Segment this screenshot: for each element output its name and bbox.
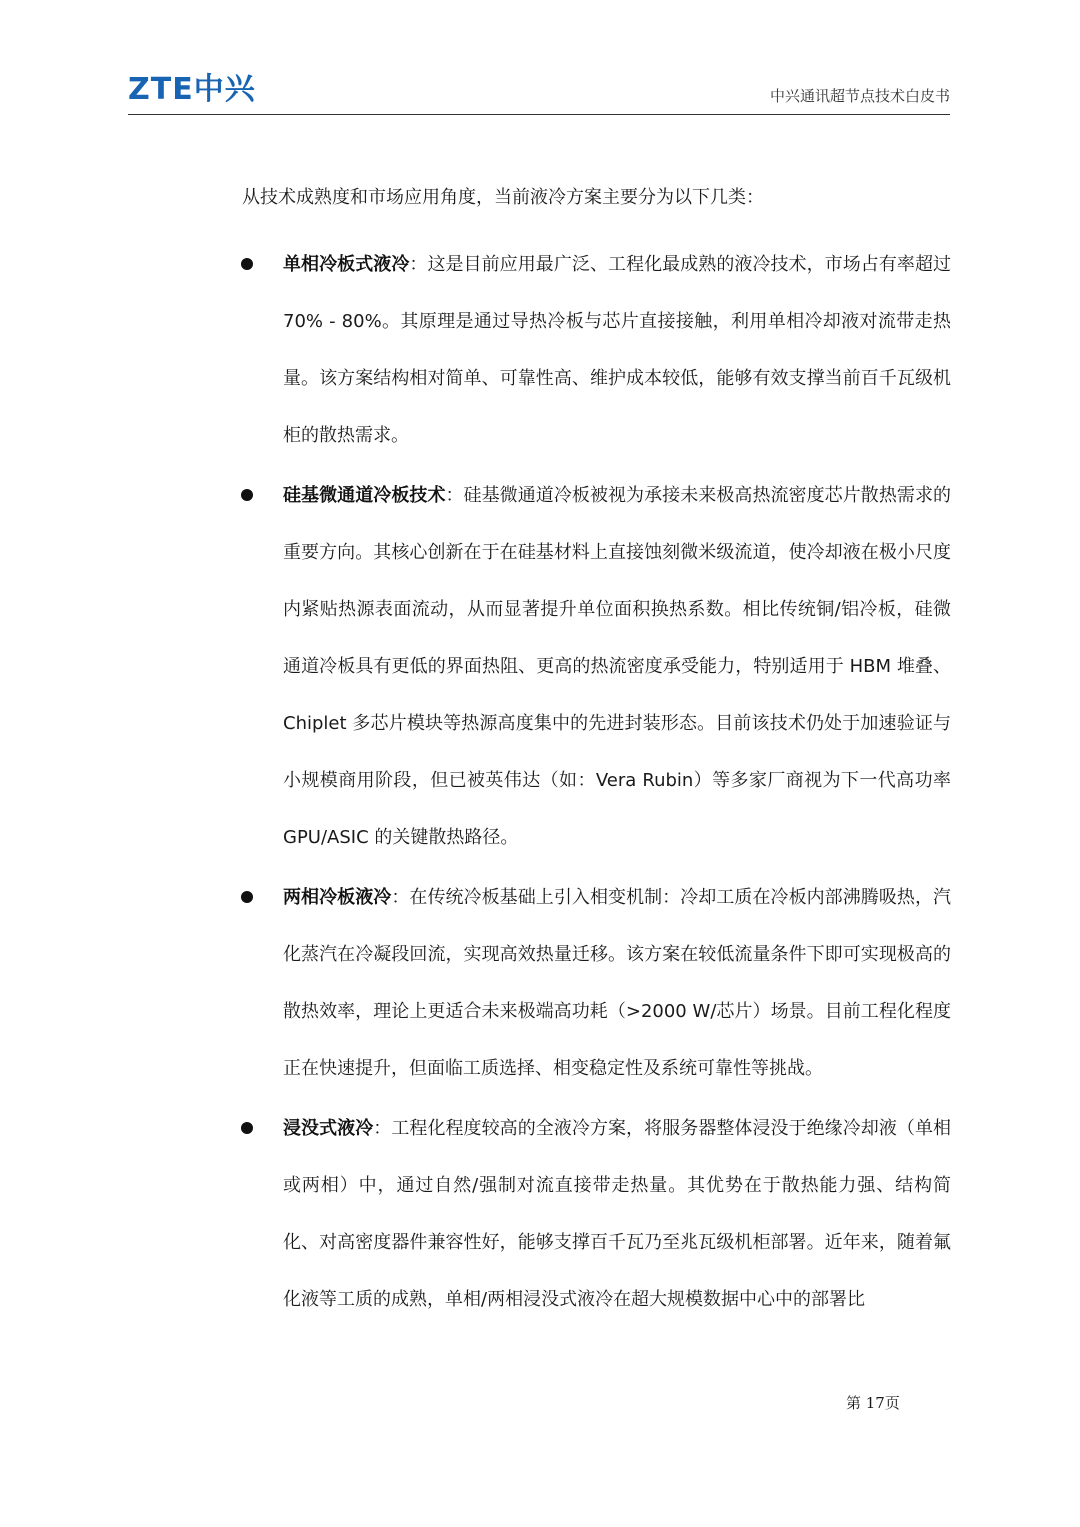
list-item-silicon-microchannel (283, 467, 951, 866)
item-text: ：在传统冷板基础上引入相变机制：冷却工质在冷板内部沸腾吸热，汽化蒸汽在冷凝段回流，实现高效热量迁移。该方案在较低流量条件下即可实现极高的散热效率，理论上更适合未来极端高功耗（>2000 W/芯片）场景。目前工程化程度正在快速提升，但面临工质选择、相变稳定性及系统可靠性等挑战。 (283, 887, 952, 1079)
document-title: 中兴通讯超节点技术白皮书 (769, 87, 950, 105)
header-divider (128, 114, 950, 115)
bullet-list (0, 236, 1080, 1331)
item-text: ：硅基微通道冷板被视为承接未来极高热流密度芯片散热需求的重要方向。其核心创新在于在硅基材料上直接蚀刻微米级流道，使冷却液在极小尺度内紧贴热源表面流动，从而显著提升单位面积换热系数。相比传统铜/铝冷板，硅微通道冷板具有更低的界面热阻、更高的热流密度承受能力，特别适用于 HBM 堆叠、Chiplet 多芯片模块等热源高度集中的先进封装形态。目前该技术仍处于加速验证与小规模商用阶段，但已被英伟达（如：Vera Rubin）等多家厂商视为下一代高功率 GPU/ASIC 的关键散热路径。 (283, 485, 951, 848)
list-item-single-phase-cold-plate (283, 236, 951, 464)
intro-paragraph: 从技术成熟度和市场应用角度，当前液冷方案主要分为以下几类： (242, 187, 764, 208)
item-term: 单相冷板式液冷 (283, 254, 410, 275)
item-term: 两相冷板液冷 (283, 887, 392, 908)
item-term: 硅基微通道冷板技术 (283, 485, 446, 506)
item-text: ：工程化程度较高的全液冷方案，将服务器整体浸没于绝缘冷却液（单相或两相）中，通过自然/强制对流直接带走热量。其优势在于散热能力强、结构简化、对高密度器件兼容性好，能够支撑百千瓦乃至兆瓦级机柜部署。近年来，随着氟化液等工质的成熟，单相/两相浸没式液冷在超大规模数据中心中的部署比 (283, 1118, 952, 1310)
zte-logo: ZTE中兴 (128, 72, 256, 107)
list-item-immersion-cooling (283, 1100, 951, 1328)
bullet-icon (241, 258, 253, 270)
page-number: 第 17页 (846, 1394, 900, 1412)
bullet-icon (241, 891, 253, 903)
item-term: 浸没式液冷 (283, 1118, 374, 1139)
bullet-icon (241, 489, 253, 501)
list-item-two-phase-cold-plate (283, 869, 951, 1097)
page-header (128, 70, 950, 115)
item-text: ：这是目前应用最广泛、工程化最成熟的液冷技术，市场占有率超过 70% - 80%。其原理是通过导热冷板与芯片直接接触，利用单相冷却液对流带走热量。该方案结构相对简单、可靠性高、维护成本较低，能够有效支撑当前百千瓦级机柜的散热需求。 (283, 254, 951, 446)
bullet-icon (241, 1122, 253, 1134)
